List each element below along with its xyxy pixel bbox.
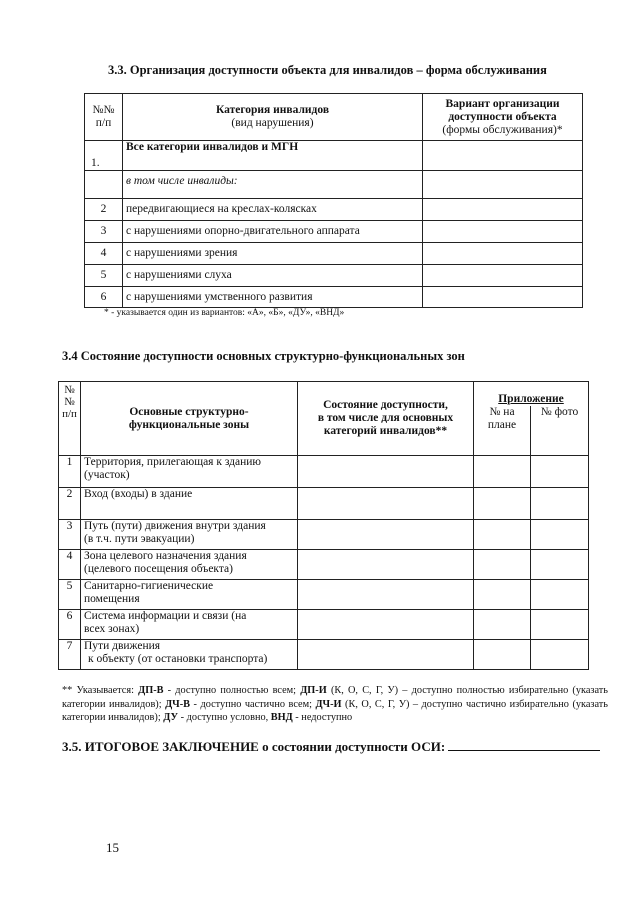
page-number: 15 [106, 840, 119, 855]
table-row: 2 Вход (входы) в здание [59, 488, 589, 520]
table-row: 4 Зона целевого назначения здания (целевого посещения объекта) [59, 550, 589, 580]
answer-cell[interactable] [423, 265, 583, 287]
table-row: 6 с нарушениями умственного развития [85, 287, 583, 308]
section-3-3-title: 3.3. Организация доступности объекта для инвалидов – форма обслуживания [108, 63, 547, 77]
state-cell[interactable] [298, 456, 474, 488]
plan-cell[interactable] [474, 550, 531, 580]
state-cell[interactable] [298, 580, 474, 610]
table-row: 1 Территория, прилегающая к зданию (участок) [59, 456, 589, 488]
photo-cell[interactable] [531, 456, 589, 488]
table-row: 3 Путь (пути) движения внутри здания (в т.ч. пути эвакуации) [59, 520, 589, 550]
plan-cell[interactable] [474, 610, 531, 640]
answer-cell[interactable] [423, 243, 583, 265]
plan-cell[interactable] [474, 488, 531, 520]
footnote-legend: ** Указывается: ДП-В - доступно полностью всем; ДП-И (К, О, С, Г, У) – доступно полностью избирательно (указать категории инвалидов); ДЧ-В - доступно частично всем; ДЧ-И (К, О, С, Г, У) – доступно частично избирательно (указать категории инвалидов); ДУ - доступно условно, ВНД - недоступно [62, 685, 609, 723]
photo-cell[interactable] [531, 488, 589, 520]
header-appendix: Приложение [474, 382, 589, 406]
plan-cell[interactable] [474, 520, 531, 550]
table-row: 5 Санитарно-гигиенические помещения [59, 580, 589, 610]
state-cell[interactable] [298, 520, 474, 550]
table-row: 5 с нарушениями слуха [85, 265, 583, 287]
header-zones: Основные структурно- функциональные зоны [81, 382, 298, 456]
header-variant: Вариант организации доступности объекта (формы обслуживания)* [423, 94, 583, 141]
plan-cell[interactable] [474, 456, 531, 488]
answer-cell[interactable] [423, 141, 583, 171]
table-row: 6 Система информации и связи (на всех зонах) [59, 610, 589, 640]
photo-cell[interactable] [531, 580, 589, 610]
photo-cell[interactable] [531, 640, 589, 670]
answer-cell[interactable] [423, 221, 583, 243]
answer-cell[interactable] [423, 287, 583, 308]
table-row: 2 передвигающиеся на креслах-колясках [85, 199, 583, 221]
service-form-table [84, 93, 583, 308]
plan-cell[interactable] [474, 640, 531, 670]
photo-cell[interactable] [531, 520, 589, 550]
state-cell[interactable] [298, 488, 474, 520]
answer-cell[interactable] [423, 199, 583, 221]
table-row: 1. Все категории инвалидов и МГН [85, 141, 583, 171]
table-header-row [59, 382, 589, 406]
photo-cell[interactable] [531, 550, 589, 580]
plan-cell[interactable] [474, 580, 531, 610]
state-cell[interactable] [298, 610, 474, 640]
footnote-variants: * - указывается один из вариантов: «А», «Б», «ДУ», «ВНД» [104, 308, 345, 318]
section-3-5-title: 3.5. ИТОГОВОЕ ЗАКЛЮЧЕНИЕ о состоянии доступности ОСИ: [62, 739, 600, 755]
state-cell[interactable] [298, 550, 474, 580]
conclusion-blank-line[interactable] [448, 739, 600, 751]
header-state: Состояние доступности, в том числе для основных категорий инвалидов** [298, 382, 474, 456]
zones-table [58, 381, 589, 670]
table-row: в том числе инвалиды: [85, 171, 583, 199]
header-category: Категория инвалидов (вид нарушения) [123, 94, 423, 141]
header-plan: № на плане [474, 406, 531, 456]
state-cell[interactable] [298, 640, 474, 670]
header-num: №№ п/п [85, 94, 123, 141]
header-num: № № п/п [59, 382, 81, 456]
photo-cell[interactable] [531, 610, 589, 640]
table-row: 3 с нарушениями опорно-двигательного аппарата [85, 221, 583, 243]
table-row: 4 с нарушениями зрения [85, 243, 583, 265]
table-header-row [85, 94, 583, 141]
header-photo: № фото [531, 406, 589, 456]
table-row: 7 Пути движения к объекту (от остановки транспорта) [59, 640, 589, 670]
answer-cell[interactable] [423, 171, 583, 199]
section-3-4-title: 3.4 Состояние доступности основных структурно-функциональных зон [62, 349, 465, 363]
